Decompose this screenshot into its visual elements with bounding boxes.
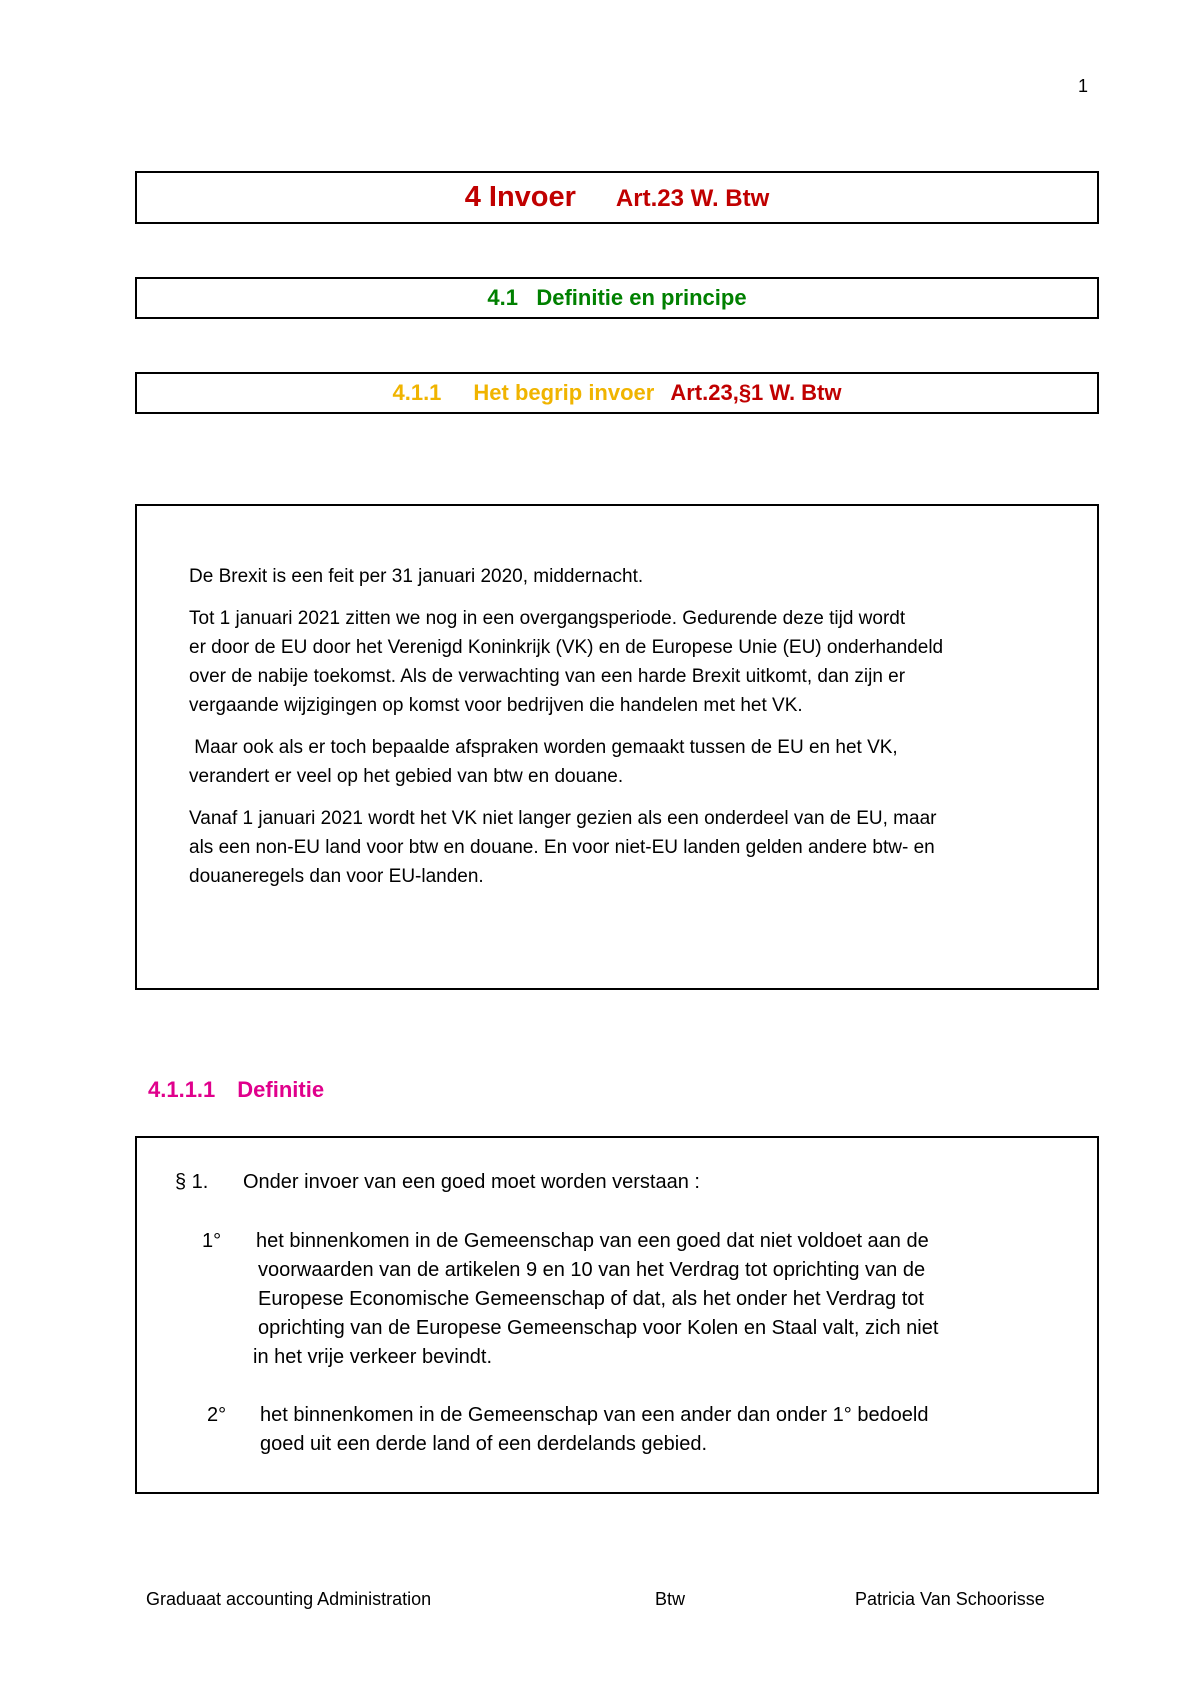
footer-program: Graduaat accounting Administration <box>146 1589 432 1609</box>
item-1-marker: 1° <box>202 1230 222 1252</box>
text-line: over de nabije toekomst. Als de verwachting van een harde Brexit uitkomt, dan zijn er <box>189 666 906 687</box>
section-title: 4.1 Definitie en principe <box>487 285 747 310</box>
text-line: Tot 1 januari 2021 zitten we nog in een overgangsperiode. Gedurende deze tijd wordt <box>189 608 906 629</box>
subsection-number: 4.1.1 <box>392 380 442 405</box>
text-line: er door de EU door het Verenigd Koninkrijk (VK) en de Europese Unie (EU) onderhandeld <box>189 637 944 658</box>
text-line: vergaande wijzigingen op komst voor bedrijven die handelen met het VK. <box>189 695 803 716</box>
chapter-article-reference: Art.23 W. Btw <box>615 185 770 212</box>
item-2-line: het binnenkomen in de Gemeenschap van een ander dan onder 1° bedoeld <box>260 1404 929 1426</box>
section-marker: § 1. <box>175 1171 209 1193</box>
brexit-info-box <box>135 504 1099 990</box>
item-1-line: in het vrije verkeer bevindt. <box>253 1346 493 1368</box>
brexit-paragraph-3 <box>189 733 1057 791</box>
text-line: Maar ook als er toch bepaalde afspraken worden gemaakt tussen de EU en het VK, <box>189 737 898 758</box>
definition-intro: Onder invoer van een goed moet worden verstaan : <box>243 1171 700 1193</box>
chapter-title: 4 Invoer <box>464 181 576 213</box>
item-2-marker: 2° <box>207 1404 227 1426</box>
subsection-article-reference: Art.23,§1 W. Btw <box>670 380 842 405</box>
item-1-line: voorwaarden van de artikelen 9 en 10 van het Verdrag tot oprichting van de <box>258 1259 926 1281</box>
brexit-paragraph-2 <box>189 604 1057 720</box>
chapter-heading-box <box>135 171 1099 224</box>
item-2-line: goed uit een derde land of een derdelands gebied. <box>260 1433 708 1455</box>
text-line: als een non-EU land voor btw en douane. En voor niet-EU landen gelden andere btw- en <box>189 837 935 858</box>
sub-subsection-number: 4.1.1.1 <box>148 1077 216 1102</box>
item-1-line: het binnenkomen in de Gemeenschap van een goed dat niet voldoet aan de <box>256 1230 929 1252</box>
page-number: 1 <box>1078 76 1089 96</box>
item-1-line: oprichting van de Europese Gemeenschap voor Kolen en Staal valt, zich niet <box>258 1317 939 1339</box>
text-line: douaneregels dan voor EU-landen. <box>189 866 484 887</box>
footer-subject: Btw <box>655 1589 686 1609</box>
section-heading-box <box>135 277 1099 319</box>
definition-box <box>135 1136 1099 1494</box>
text-line: Vanaf 1 januari 2021 wordt het VK niet langer gezien als een onderdeel van de EU, maar <box>189 808 937 829</box>
item-1-line: Europese Economische Gemeenschap of dat, als het onder het Verdrag tot <box>258 1288 924 1310</box>
sub-subsection-heading <box>148 1077 324 1103</box>
subsection-title: Het begrip invoer <box>473 380 655 405</box>
text-line: De Brexit is een feit per 31 januari 2020, middernacht. <box>189 566 644 587</box>
brexit-paragraph-1 <box>189 562 1057 591</box>
subsection-heading-box <box>135 372 1099 414</box>
text-line: verandert er veel op het gebied van btw en douane. <box>189 766 624 787</box>
footer-author: Patricia Van Schoorisse <box>855 1589 1045 1609</box>
sub-subsection-title: Definitie <box>237 1077 325 1102</box>
brexit-paragraph-4 <box>189 804 1057 891</box>
